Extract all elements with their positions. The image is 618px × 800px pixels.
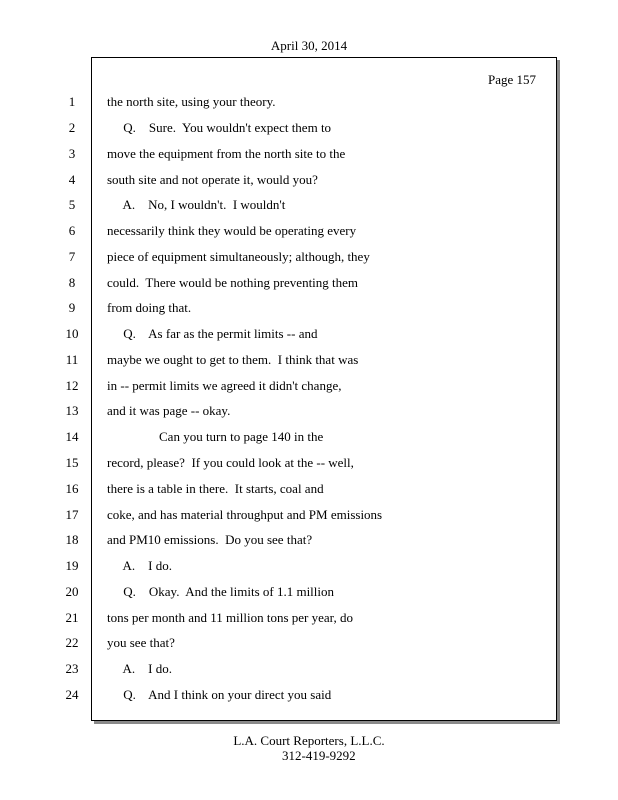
header-date: April 30, 2014 — [270, 38, 348, 53]
line-number: 22 — [65, 635, 79, 650]
transcript-line — [0, 195, 560, 215]
transcript-line — [0, 273, 560, 293]
line-text: could. There would be nothing preventing them — [107, 275, 359, 290]
line-number: 10 — [65, 326, 79, 341]
line-number: 8 — [68, 275, 76, 290]
transcript-line — [0, 608, 560, 628]
line-text: the north site, using your theory. — [107, 94, 276, 109]
transcript-line — [0, 170, 560, 190]
line-number: 12 — [65, 378, 79, 393]
transcript-line — [0, 324, 560, 344]
footer-phone-number: 312-419-9292 — [282, 748, 356, 763]
transcript-line — [0, 247, 560, 267]
line-number: 21 — [65, 610, 79, 625]
line-text: Q. Okay. And the limits of 1.1 million — [107, 584, 335, 599]
line-number: 18 — [65, 532, 79, 547]
transcript-line — [0, 530, 560, 550]
line-text: necessarily think they would be operating every — [107, 223, 357, 238]
line-text: Q. Sure. You wouldn't expect them to — [107, 120, 332, 135]
line-number: 24 — [65, 687, 79, 702]
transcript-line — [0, 556, 560, 576]
page-number: Page 157 — [488, 72, 537, 87]
line-text: record, please? If you could look at the -- well, — [107, 455, 354, 470]
transcript-line — [0, 479, 560, 499]
line-text: from doing that. — [107, 300, 192, 315]
line-number: 9 — [68, 300, 76, 315]
transcript-line — [0, 144, 560, 164]
transcript-line — [0, 298, 560, 318]
transcript-line — [0, 376, 560, 396]
line-text: move the equipment from the north site to the — [107, 146, 346, 161]
transcript-line — [0, 427, 560, 447]
line-number: 11 — [65, 352, 79, 367]
line-number: 23 — [65, 661, 79, 676]
line-number: 16 — [65, 481, 79, 496]
line-text: A. No, I wouldn't. I wouldn't — [107, 197, 286, 212]
transcript-line — [0, 401, 560, 421]
line-text: Q. And I think on your direct you said — [107, 687, 332, 702]
line-number: 2 — [68, 120, 76, 135]
line-text: in -- permit limits we agreed it didn't change, — [107, 378, 342, 393]
line-number: 6 — [68, 223, 76, 238]
line-text: south site and not operate it, would you? — [107, 172, 318, 187]
line-number: 7 — [68, 249, 76, 264]
line-text: and PM10 emissions. Do you see that? — [107, 532, 313, 547]
line-text: Can you turn to page 140 in the — [107, 429, 324, 444]
transcript-line — [0, 453, 560, 473]
line-text: A. I do. — [107, 558, 172, 573]
transcript-line — [0, 659, 560, 679]
line-number: 4 — [68, 172, 76, 187]
line-text: tons per month and 11 million tons per year, do — [107, 610, 353, 625]
line-number: 17 — [65, 507, 79, 522]
line-number: 14 — [65, 429, 79, 444]
line-text: A. I do. — [107, 661, 172, 676]
transcript-line — [0, 685, 560, 705]
line-text: coke, and has material throughput and PM emissions — [107, 507, 383, 522]
line-text: there is a table in there. It starts, coal and — [107, 481, 324, 496]
line-number: 15 — [65, 455, 79, 470]
transcript-line — [0, 582, 560, 602]
transcript-line — [0, 350, 560, 370]
line-text: and it was page -- okay. — [107, 403, 231, 418]
line-number: 5 — [68, 197, 76, 212]
line-text: piece of equipment simultaneously; although, they — [107, 249, 370, 264]
line-number: 3 — [68, 146, 76, 161]
transcript-line — [0, 92, 560, 112]
line-number: 1 — [68, 94, 76, 109]
transcript-line — [0, 118, 560, 138]
line-number: 19 — [65, 558, 79, 573]
line-text: you see that? — [107, 635, 175, 650]
line-text: maybe we ought to get to them. I think that was — [107, 352, 359, 367]
footer-firm-name: L.A. Court Reporters, L.L.C. — [233, 733, 385, 748]
line-text: Q. As far as the permit limits -- and — [107, 326, 318, 341]
line-number: 20 — [65, 584, 79, 599]
transcript-line — [0, 221, 560, 241]
transcript-line — [0, 505, 560, 525]
line-number: 13 — [65, 403, 79, 418]
transcript-line — [0, 633, 560, 653]
